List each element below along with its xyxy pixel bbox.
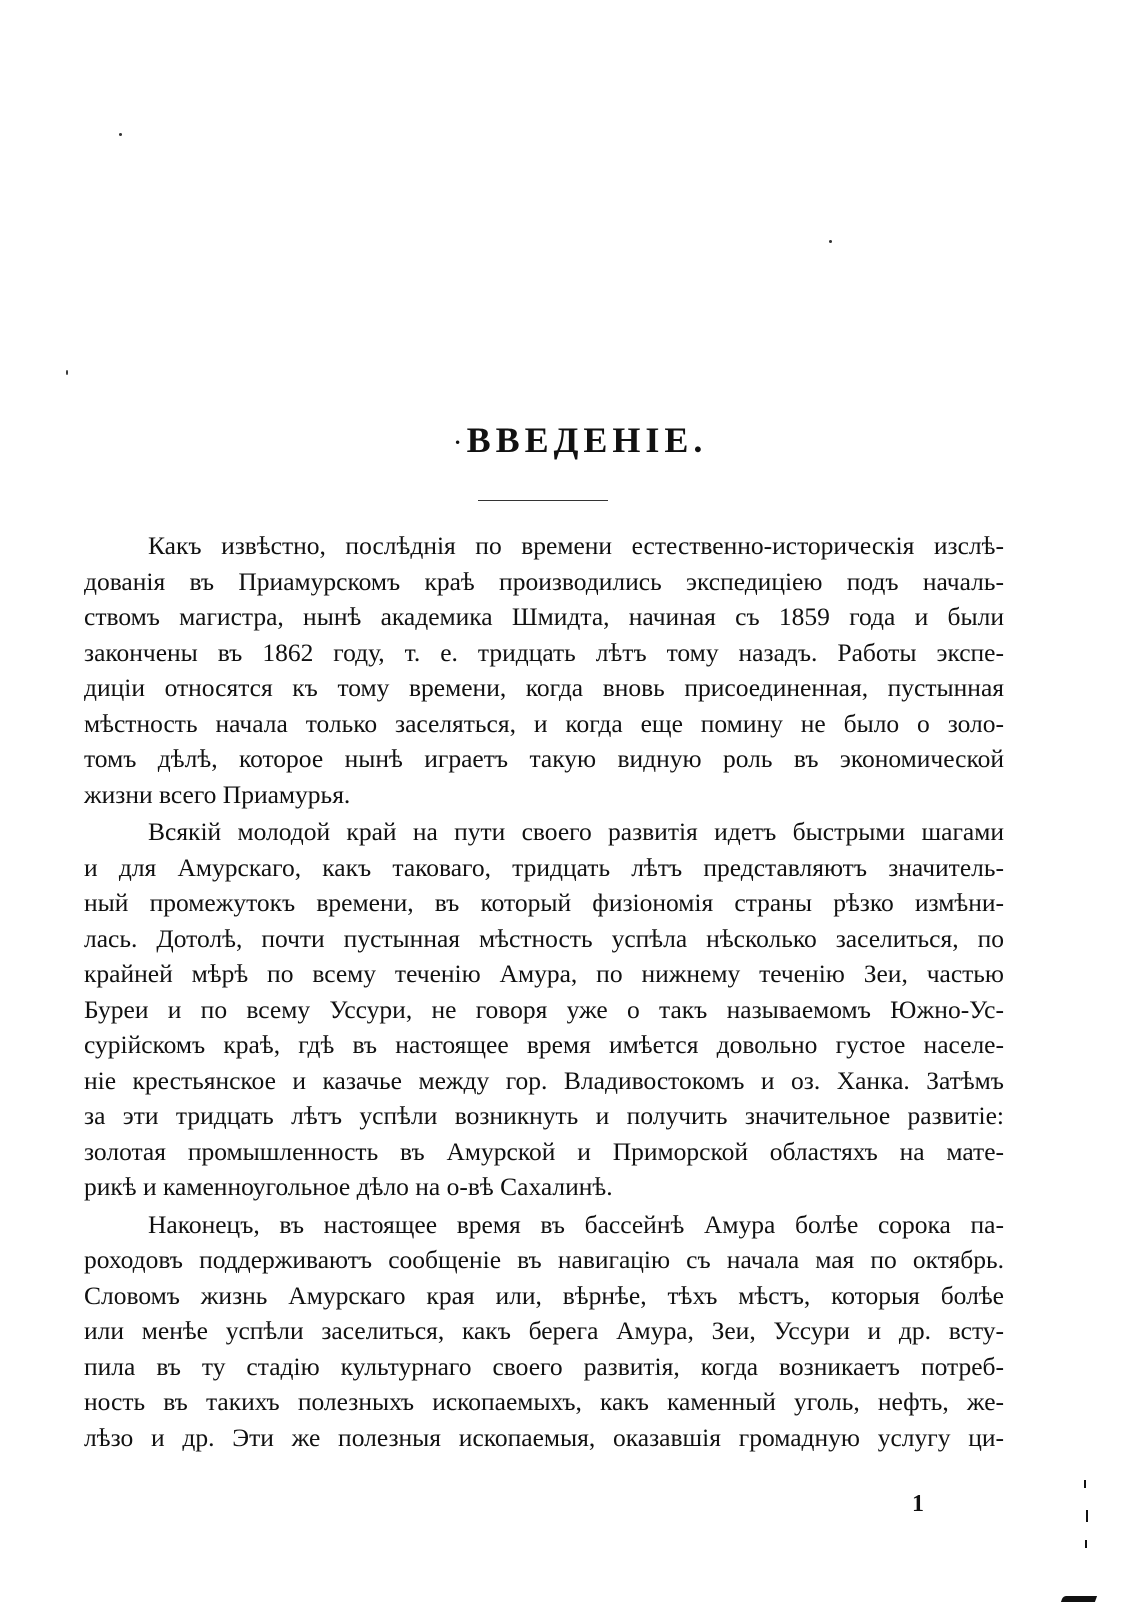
text-line: рикѣ и каменноугольное дѣло на о-вѣ Сахалинѣ. xyxy=(84,1172,613,1201)
text-line: Наконецъ, въ настоящее время въ бассейнѣ Амура болѣе сорока па- xyxy=(148,1209,1004,1239)
binding-edge-mark xyxy=(1061,1596,1097,1602)
text-line: Какъ извѣстно, послѣднія по времени естественно-историческія изслѣ- xyxy=(148,531,1004,560)
text-line: жизни всего Приамурья. xyxy=(84,779,351,809)
text-line: лась. Дотолѣ, почти пустынная мѣстность успѣла нѣсколько заселиться, по xyxy=(84,923,1004,953)
binding-edge-mark xyxy=(1084,1480,1086,1488)
chapter-title xyxy=(0,418,1140,465)
text-line: или менѣе успѣли заселиться, какъ берега Амура, Зеи, Уссури и др. всту- xyxy=(84,1316,1004,1345)
title-dot: · xyxy=(452,426,463,459)
page-number: 1 xyxy=(912,1491,924,1517)
binding-edge-mark xyxy=(1086,1510,1088,1522)
text-line: дованія въ Приамурскомъ краѣ производились экспедиціею подъ началь- xyxy=(84,566,1004,596)
scan-speck xyxy=(119,133,122,136)
text-line: Всякій молодой край на пути своего развитія идетъ быстрыми шагами xyxy=(148,817,1004,846)
text-line: и для Амурскаго, какъ таковаго, тридцать лѣтъ представляютъ значитель- xyxy=(84,852,1004,882)
chapter-title-text: ВВЕДЕНІЕ. xyxy=(466,420,708,460)
scan-speck xyxy=(829,240,832,243)
text-line: ніе крестьянское и казачье между гор. Владивостокомъ и оз. Ханка. Затѣмъ xyxy=(84,1065,1004,1095)
text-line: золотая промышленность въ Амурской и Приморской областяхъ на мате- xyxy=(84,1136,1004,1166)
text-line: ность въ такихъ полезныхъ ископаемыхъ, какъ каменный уголь, нефть, же- xyxy=(84,1387,1004,1416)
text-line: ный промежутокъ времени, въ который физіономія страны рѣзко измѣни- xyxy=(84,888,1004,917)
text-line: ствомъ магистра, нынѣ академика Шмидта, начиная съ 1859 года и были xyxy=(84,602,1004,631)
paragraph-2 xyxy=(84,814,1004,1205)
text-line: Буреи и по всему Уссури, не говоря уже о такъ называемомъ Южно-Ус- xyxy=(84,994,1004,1024)
paragraph-1 xyxy=(84,528,1004,812)
text-line: за эти тридцать лѣтъ успѣли возникнуть и получить значительное развитіе: xyxy=(84,1101,1004,1130)
text-line: диціи относятся къ тому времени, когда вновь присоединенная, пустынная xyxy=(84,673,1004,702)
text-line: лѣзо и др. Эти же полезныя ископаемыя, оказавшія громадную услугу ци- xyxy=(84,1422,1004,1452)
text-line: пила въ ту стадію культурнаго своего развитія, когда возникаетъ потреб- xyxy=(84,1351,1004,1381)
title-rule xyxy=(478,500,608,501)
paragraph-3 xyxy=(84,1207,1004,1456)
text-line: роходовъ поддерживаютъ сообщеніе въ навигацію съ начала мая по октябрь. xyxy=(84,1245,1004,1274)
text-line: томъ дѣлѣ, которое нынѣ играетъ такую видную роль въ экономической xyxy=(84,744,1004,773)
scan-speck xyxy=(66,370,68,375)
binding-edge-mark xyxy=(1085,1540,1087,1548)
text-line: крайней мѣрѣ по всему теченію Амура, по нижнему теченію Зеи, частью xyxy=(84,959,1004,988)
text-line: закончены въ 1862 году, т. е. тридцать лѣтъ тому назадъ. Работы экспе- xyxy=(84,637,1004,667)
text-line: Словомъ жизнь Амурскаго края или, вѣрнѣе, тѣхъ мѣстъ, которыя болѣе xyxy=(84,1280,1004,1310)
body-text xyxy=(84,528,1004,1457)
text-line: мѣстность начала только заселяться, и когда еще помину не было о золо- xyxy=(84,708,1004,738)
text-line: сурійскомъ краѣ, гдѣ въ настоящее время имѣется довольно густое населе- xyxy=(84,1030,1004,1059)
